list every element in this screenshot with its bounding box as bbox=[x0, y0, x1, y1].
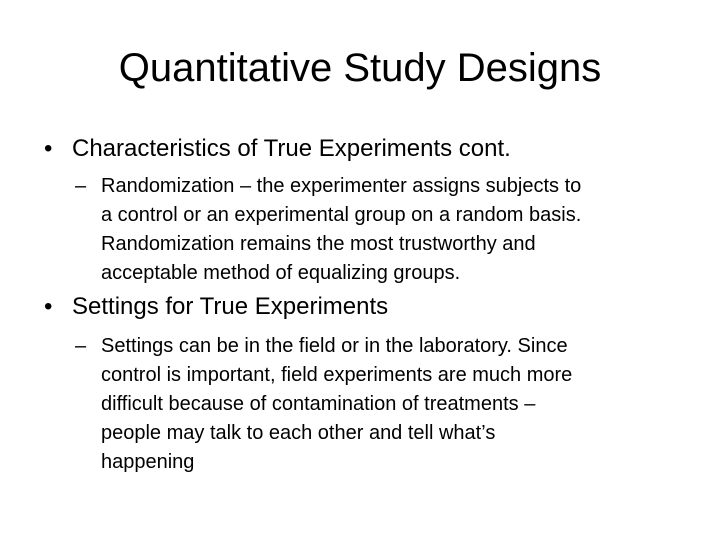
dash-icon: – bbox=[75, 175, 87, 197]
sub-bullet-line: difficult because of contamination of treatments – bbox=[101, 393, 536, 415]
bullet-text: Settings for True Experiments bbox=[72, 293, 389, 320]
slide-title: Quantitative Study Designs bbox=[118, 46, 602, 90]
sub-bullet-line: a control or an experimental group on a random basis. bbox=[101, 204, 582, 226]
sub-bullet-line: acceptable method of equalizing groups. bbox=[101, 262, 461, 284]
sub-bullet-line: control is important, field experiments are much more bbox=[101, 364, 573, 386]
bullet-icon: • bbox=[44, 135, 53, 162]
bullet-icon: • bbox=[44, 293, 53, 320]
sub-bullet-line: people may talk to each other and tell what’s bbox=[101, 422, 496, 444]
sub-bullet-line: Settings can be in the field or in the laboratory. Since bbox=[101, 335, 568, 357]
sub-bullet-line: Randomization – the experimenter assigns subjects to bbox=[101, 175, 582, 197]
sub-bullet-line: Randomization remains the most trustworthy and bbox=[101, 233, 536, 255]
sub-bullet-line: happening bbox=[101, 451, 195, 473]
bullet-text: Characteristics of True Experiments cont. bbox=[72, 135, 511, 162]
dash-icon: – bbox=[75, 335, 87, 357]
